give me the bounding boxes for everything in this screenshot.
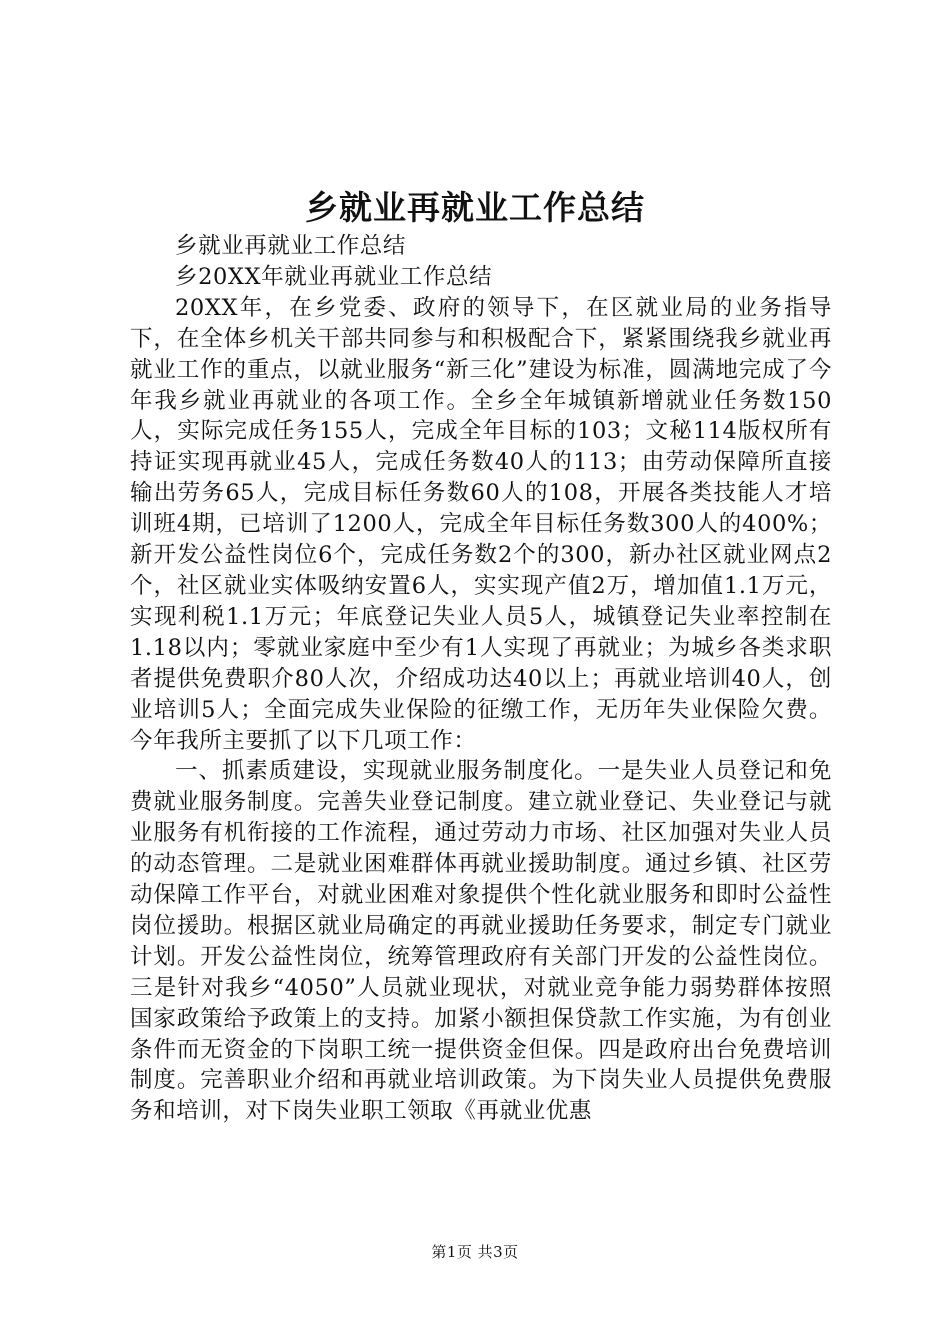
page-footer: 第1页 共3页	[431, 1243, 519, 1261]
subtitle-paragraph: 乡就业再就业工作总结	[175, 233, 407, 259]
document-body	[130, 231, 832, 1127]
document-title: 乡就业再就业工作总结	[305, 188, 645, 227]
subtitle-year-paragraph: 乡20XX年就业再就业工作总结	[175, 263, 493, 290]
section-one-paragraph: 一、抓素质建设，实现就业服务制度化。一是失业人员登记和免费就业服务制度。完善失业登记制度。建立就业登记、失业登记与就业服务有机衔接的工作流程，通过劳动力市场、社区加强对失业人员的动态管理。二是就业困难群体再就业援助制度。通过乡镇、社区劳动保障工作平台，对就业困难对象提供个性化就业服务和即时公益性岗位援助。根据区就业局确定的再就业援助任务要求，制定专门就业计划。开发公益性岗位，统筹管理政府有关部门开发的公益性岗位。三是针对我乡“4050”人员就业现状，对就业竞争能力弱势群体按照国家政策给予政策上的支持。加紧小额担保贷款工作实施，为有创业条件而无资金的下岗职工统一提供资金但保。四是政府出台免费培训制度。完善职业介绍和再就业培训政策。为下岗失业人员提供免费服务和培训，对下岗失业职工领取《再就业优惠	[130, 758, 832, 1125]
summary-paragraph: 20XX年，在乡党委、政府的领导下，在区就业局的业务指导下，在全体乡机关干部共同参与和积极配合下，紧紧围绕我乡就业再就业工作的重点，以就业服务“新三化”建设为标准，圆满地完成了今年我乡就业再就业的各项工作。全乡全年城镇新增就业任务数150人，实际完成任务155人，完成全年目标的103；文秘114版权所有持证实现再就业45人，完成任务数40人的113；由劳动保障所直接输出劳务65人，完成目标任务数60人的108，开展各类技能人才培训班4期，已培训了1200人，完成全年目标任务数300人的400%；新开发公益性岗位6个，完成任务数2个的300，新办社区就业网点2个，社区就业实体吸纳安置6人，实实现产值2万，增加值1.1万元，实现利税1.1万元；年底登记失业人员5人，城镇登记失业率控制在1.18以内；零就业家庭中至少有1人实现了再就业；为城乡各类求职者提供免费职介80人次，介绍成功达40以上；再就业培训40人，创业培训5人；全面完成失业保险的征缴工作，无历年失业保险欠费。今年我所主要抓了以下几项工作：	[130, 294, 832, 754]
